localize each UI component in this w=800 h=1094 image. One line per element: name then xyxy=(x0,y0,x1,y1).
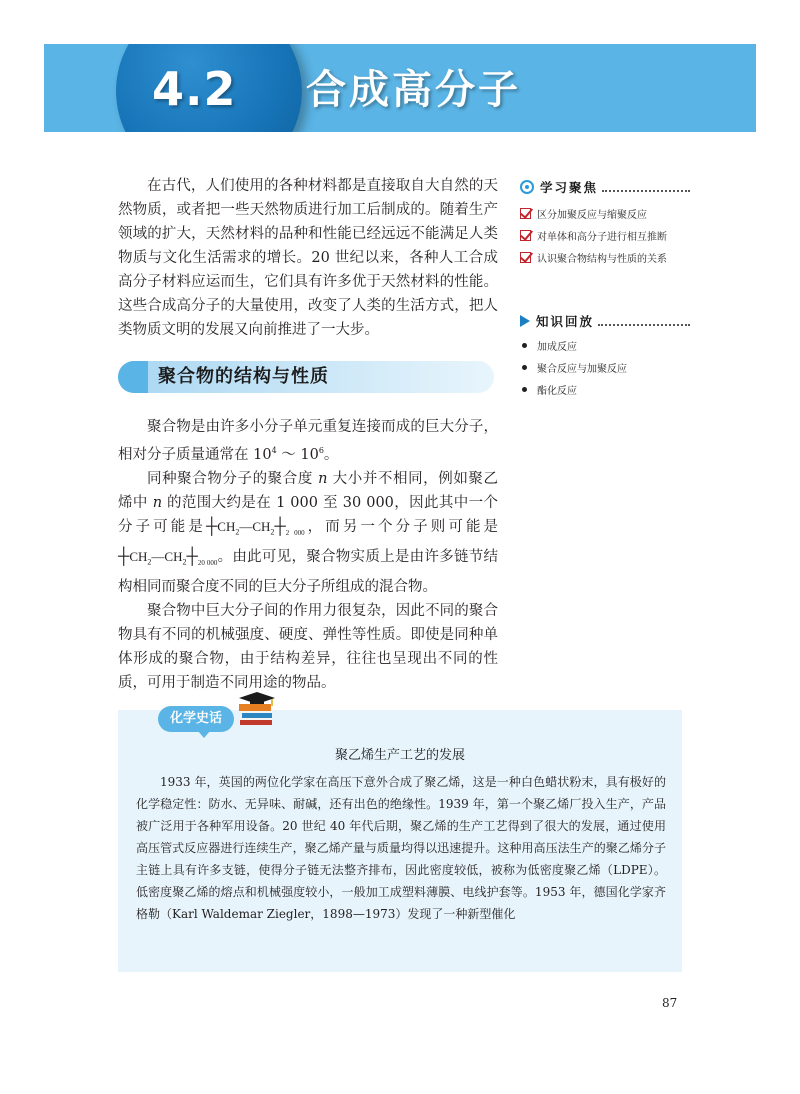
review-item-label: 加成反应 xyxy=(537,341,577,353)
play-triangle-icon xyxy=(520,315,530,327)
focus-item-label: 对单体和高分子进行相互推断 xyxy=(537,231,667,243)
bullet-icon xyxy=(522,365,527,370)
section-paragraph-3: 聚合物中巨大分子间的作用力很复杂，因此不同的聚合物具有不同的机械强度、硬度、弹性等性质。即使是同种单体形成的聚合物，由于结构差异，往往也呈现出不同的性质，可用于制造不同用途的物品。 xyxy=(118,602,498,691)
focus-item-label: 认识聚合物结构与性质的关系 xyxy=(537,253,667,265)
focus-item xyxy=(520,224,690,246)
page-number: 87 xyxy=(662,996,678,1010)
polyethylene-formula-2: $┼CH_2—CH_2┼_{20 000}$ xyxy=(118,547,218,567)
bullet-icon xyxy=(522,387,527,392)
intro-paragraph: 在古代，人们使用的各种材料都是直接取自大自然的天然物质，或者把一些天然物质进行加工后制成的。随着生产领域的扩大，天然材料的品种和性能已经远远不能满足人类物质与文化生活需求的增长。20 世纪以来，各种人工合成高分子材料应运而生，它们具有许多优于天然材料的性能。这些合成高分子的大量使用，改变了人类的生活方式，把人类物质文明的发展又向前推进了一大步。 xyxy=(118,178,498,338)
focus-item xyxy=(520,246,690,268)
section-paragraph-2: 同种聚合物分子的聚合度 n 大小并不相同，例如聚乙烯中 n 的范围大约是在 1 000 至 30 000，因此其中一个分子可能是$┼CH_2—CH_2┼_{2 000}$，而另一个分子则可能是$┼CH_2—CH_2┼_{20 000}$。由此可见，聚合物实质上是由许多链节结构相同而聚合度不同的巨大分子所组成的混合物。 xyxy=(118,470,499,595)
checkmark-icon xyxy=(520,208,531,219)
history-title: 聚乙烯生产工艺的发展 xyxy=(334,748,465,763)
bullet-icon xyxy=(522,343,527,348)
dotted-leader xyxy=(598,317,690,326)
books-graduation-cap-icon xyxy=(236,690,278,730)
history-text: 1933 年，英国的两位化学家在高压下意外合成了聚乙烯，这是一种白色蜡状粉末，具有极好的化学稳定性：防水、无异味、耐碱，还有出色的绝缘性。1939 年，第一个聚乙烯厂投入生产，产品被广泛用于各种军用设备。20 世纪 40 年代后期，聚乙烯的生产工艺得到了很大的发展，通过使用高压管式反应器进行连续生产，聚乙烯产量与质量均得以迅速提升。这种用高压法生产的聚乙烯分子主链上具有许多支链，使得分子链无法整齐排布，因此密度较低，被称为低密度聚乙烯（LDPE）。低密度聚乙烯的熔点和机械强度较小，一般加工成塑料薄膜、电线护套等。1953 年，德国化学家齐格勒（Karl Waldemar Ziegler，1898—1973）发现了一种新型催化 xyxy=(136,775,666,921)
section-number: 4.2 xyxy=(152,62,237,116)
page-title: 合成高分子 xyxy=(306,67,521,113)
knowledge-review-heading xyxy=(520,312,690,330)
sidebar xyxy=(520,178,690,400)
section-paragraph-1: 聚合物是由许多小分子单元重复连接而成的巨大分子，相对分子质量通常在 $10^4$ ～ $10^6$。 xyxy=(118,419,498,463)
history-tag: 化学史话 xyxy=(158,706,234,732)
target-icon xyxy=(520,180,534,194)
learning-focus-heading xyxy=(520,178,690,196)
intro-column xyxy=(118,174,498,342)
checkmark-icon xyxy=(520,230,531,241)
focus-item-label: 区分加聚反应与缩聚反应 xyxy=(537,209,647,221)
knowledge-review-label: 知识回放 xyxy=(536,314,595,329)
review-item xyxy=(520,356,690,378)
review-item-label: 酯化反应 xyxy=(537,385,577,397)
review-item-label: 聚合反应与加聚反应 xyxy=(537,363,627,375)
polyethylene-formula-1: $┼CH_2—CH_2┼_{2 000}$ xyxy=(205,517,305,537)
section-heading-tab xyxy=(118,361,148,393)
review-item xyxy=(520,378,690,400)
checkmark-icon xyxy=(520,252,531,263)
chapter-banner xyxy=(44,44,756,132)
focus-item xyxy=(520,202,690,224)
section-heading: 聚合物的结构与性质 xyxy=(158,366,329,387)
section-body xyxy=(118,415,498,695)
review-item xyxy=(520,334,690,356)
dotted-leader xyxy=(602,183,690,192)
learning-focus-label: 学习聚焦 xyxy=(540,180,599,195)
section-heading-bar xyxy=(118,361,494,393)
